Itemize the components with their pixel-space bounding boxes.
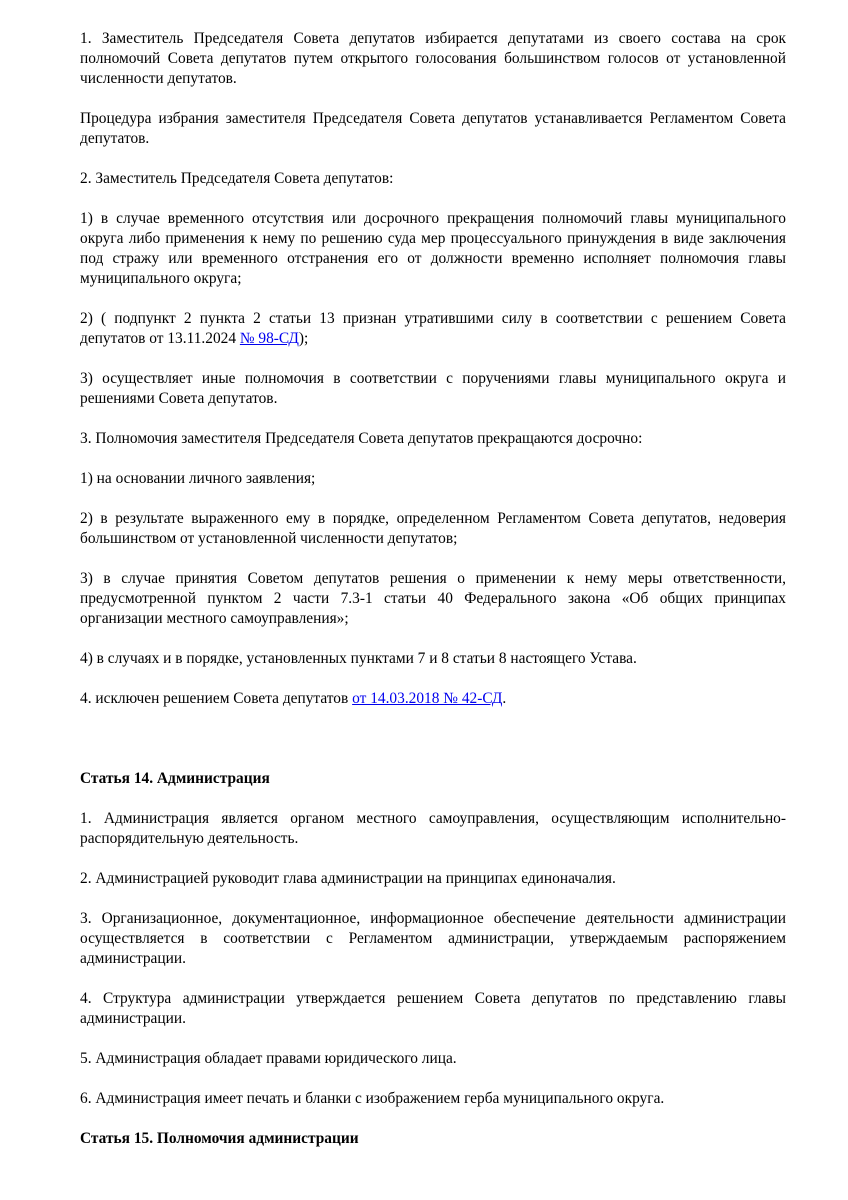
paragraph-13-2-3: 3) осуществляет иные полномочия в соответствии с поручениями главы муниципального округа и решениями Совета депутатов. (80, 370, 786, 407)
paragraph-13-1: 1. Заместитель Председателя Совета депутатов избирается депутатами из своего состава на срок полномочий Совета депутатов путем открытого голосования большинством голосов от установленной численности депутатов. (80, 30, 786, 87)
paragraph-13-4-tail: . (502, 690, 507, 707)
section-spacer (80, 729, 786, 769)
paragraph-13-3-4: 4) в случаях и в порядке, установленных пунктами 7 и 8 статьи 8 настоящего Устава. (80, 650, 637, 667)
paragraph-13-2-2 (80, 309, 786, 349)
decision-98-link[interactable]: № 98-СД (239, 330, 299, 347)
paragraph-13-3: 3. Полномочия заместителя Председателя Совета депутатов прекращаются досрочно: (80, 430, 643, 447)
paragraph-13-3-1: 1) на основании личного заявления; (80, 470, 316, 487)
decision-42-link[interactable]: от 14.03.2018 № 42-СД (352, 690, 503, 707)
paragraph-14-1: 1. Администрация является органом местного самоуправления, осуществляющим исполнительно-распорядительную деятельность. (80, 810, 786, 847)
article-14-heading: Статья 14. Администрация (80, 770, 270, 787)
paragraph-13-1-procedure: Процедура избрания заместителя Председателя Совета депутатов устанавливается Регламентом Совета депутатов. (80, 110, 786, 147)
paragraph-14-4: 4. Структура администрации утверждается решением Совета депутатов по представлению главы администрации. (80, 990, 786, 1027)
paragraph-14-6: 6. Администрация имеет печать и бланки с изображением герба муниципального округа. (80, 1090, 665, 1107)
paragraph-14-2: 2. Администрацией руководит глава администрации на принципах единоначалия. (80, 870, 616, 887)
paragraph-13-3-2: 2) в результате выраженного ему в порядке, определенном Регламентом Совета депутатов, недоверия большинством от установленной численности депутатов; (80, 510, 786, 547)
paragraph-13-2-1: 1) в случае временного отсутствия или досрочного прекращения полномочий главы муниципального округа либо применения к нему по решению суда мер процессуального принуждения в виде заключения под стражу или временного отстранения его от должности временно исполняет полномочия главы муниципального округа; (80, 210, 786, 287)
paragraph-13-4 (80, 689, 786, 709)
paragraph-13-2-2-tail: ); (298, 330, 309, 347)
paragraph-14-5: 5. Администрация обладает правами юридического лица. (80, 1050, 457, 1067)
paragraph-13-2-2-text: 2) ( подпункт 2 пункта 2 статьи 13 признан утратившими силу в соответствии с решением Совета депутатов от 13.11.2024 (80, 310, 786, 347)
paragraph-14-3: 3. Организационное, документационное, информационное обеспечение деятельности администрации осуществляется в соответствии с Регламентом администрации, утверждаемым распоряжением администрации. (80, 910, 786, 967)
article-15-heading: Статья 15. Полномочия администрации (80, 1130, 359, 1147)
paragraph-13-3-3: 3) в случае принятия Советом депутатов решения о применении к нему меры ответственности, предусмотренной пунктом 2 части 7.3-1 статьи 40 Федерального закона «Об общих принципах организации местного самоуправления»; (80, 570, 786, 627)
paragraph-13-2: 2. Заместитель Председателя Совета депутатов: (80, 170, 394, 187)
paragraph-13-4-text: 4. исключен решением Совета депутатов (80, 690, 353, 707)
